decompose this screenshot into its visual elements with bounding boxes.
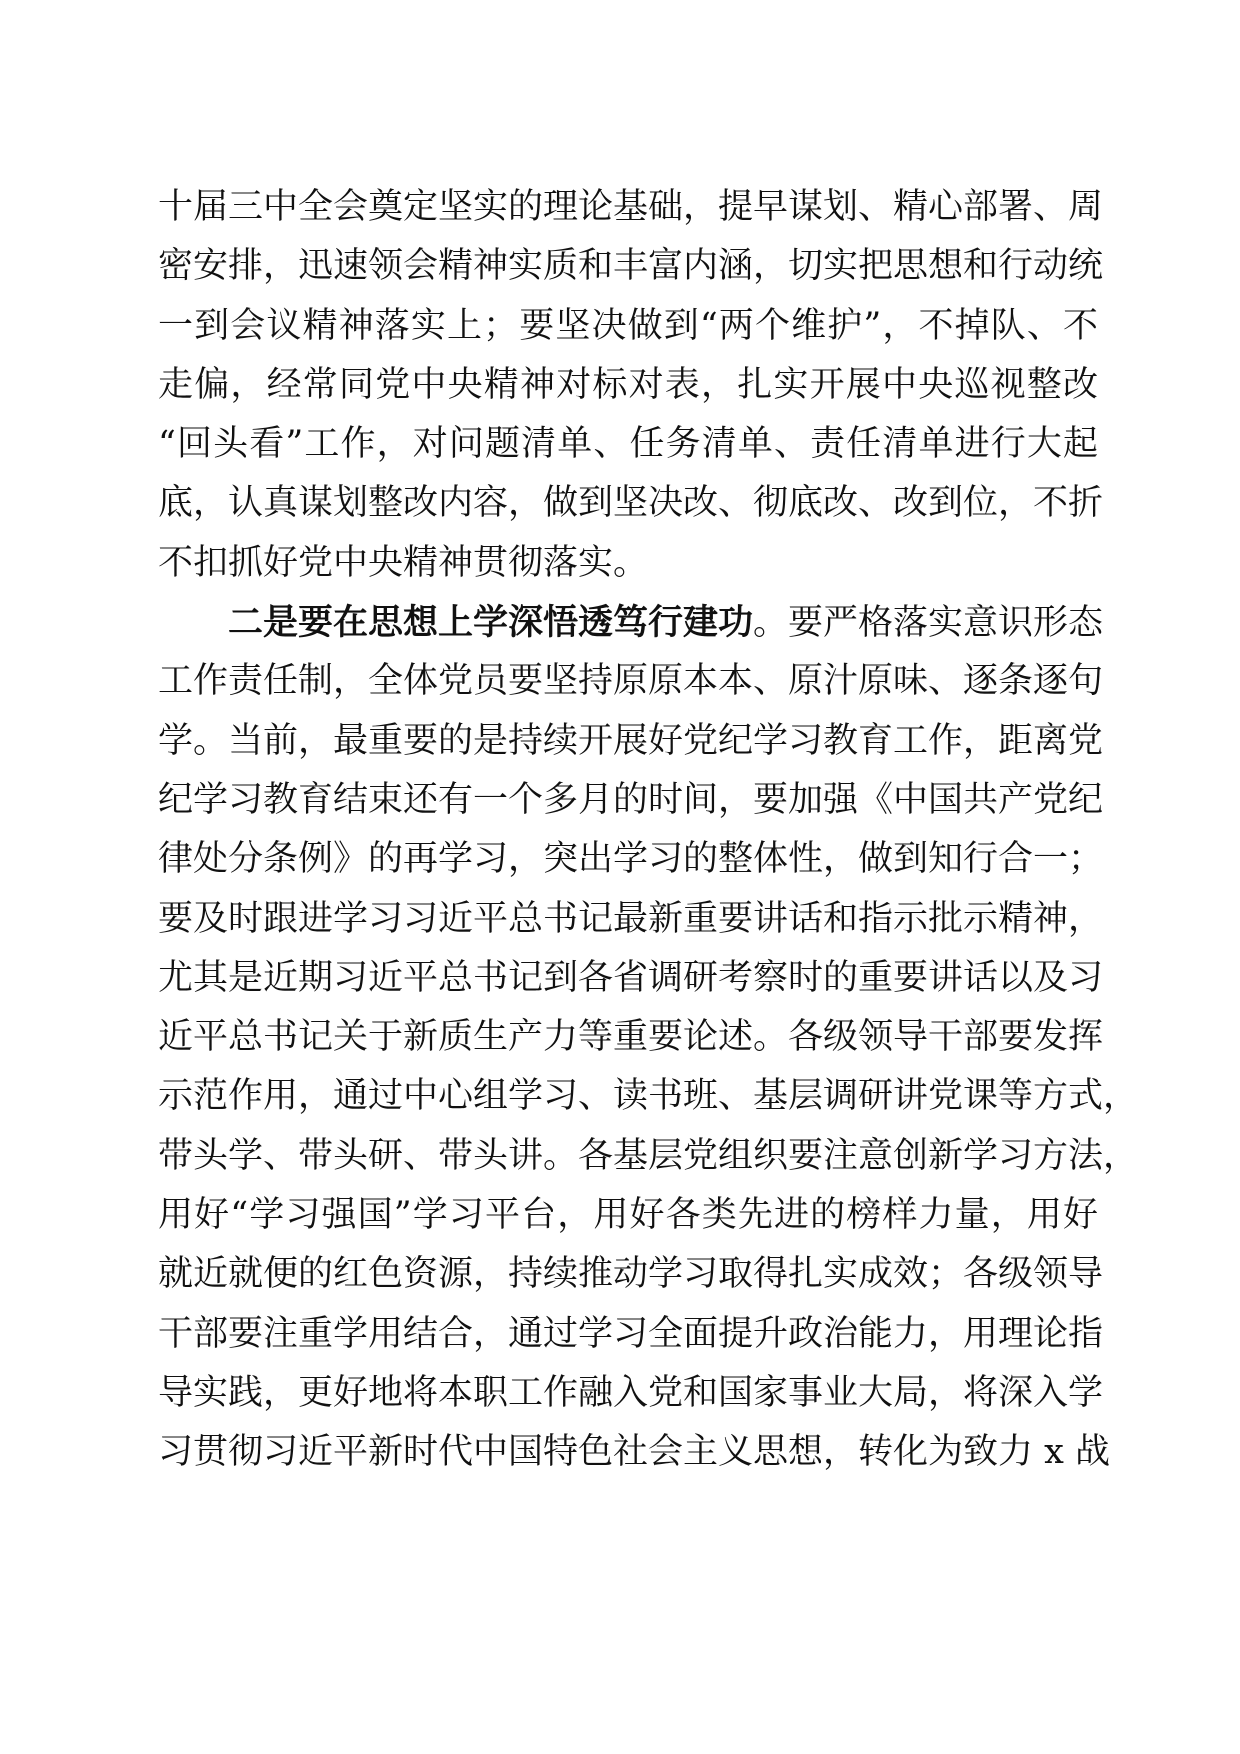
paragraph-line: 走偏，经常同党中央精神对标对表，扎实开展中央巡视整改	[158, 364, 1098, 405]
paragraph-line: 十届三中全会奠定坚实的理论基础，提早谋划、精心部署、周	[158, 187, 1104, 227]
paragraph-line: 干部要注重学用结合，通过学习全面提升政治能力，用理论指	[158, 1313, 1104, 1354]
paragraph-line: 尤其是近期习近平总书记到各省调研考察时的重要讲话以及习	[158, 957, 1104, 998]
paragraph-line: 工作责任制，全体党员要坚持原原本本、原汁原味、逐条逐句	[158, 661, 1104, 702]
paragraph-line: 不扣抓好党中央精神贯彻落实。	[158, 542, 649, 583]
paragraph-line: 导实践，更好地将本职工作融入党和国家事业大局，将深入学	[158, 1372, 1104, 1413]
paragraph-two	[158, 593, 1139, 1482]
paragraph-line: 要及时跟进学习习近平总书记最新重要讲话和指示批示精神，	[158, 898, 1104, 939]
paragraph-line: 近平总书记关于新质生产力等重要论述。各级领导干部要发挥	[158, 1017, 1104, 1058]
document-body	[158, 178, 1139, 1483]
paragraph-line: 底，认真谋划整改内容，做到坚决改、彻底改、改到位，不折	[158, 483, 1104, 524]
paragraph-line: 带头学、带头研、带头讲。各基层党组织要注意创新学习方法，	[158, 1135, 1139, 1176]
paragraph-line: 示范作用，通过中心组学习、读书班、基层调研讲党课等方式，	[158, 1076, 1139, 1117]
paragraph-line: 一到会议精神落实上；要坚决做到“两个维护”，不掉队、不	[158, 305, 1098, 346]
paragraph-line: 律处分条例》的再学习，突出学习的整体性，做到知行合一；	[158, 839, 1104, 880]
paragraph-line: 纪学习教育结束还有一个多月的时间，要加强《中国共产党纪	[158, 779, 1104, 820]
paragraph-line: 习贯彻习近平新时代中国特色社会主义思想，转化为致力 x 战	[158, 1432, 1110, 1473]
paragraph-first-line-text: 。要严格落实意识形态	[753, 603, 1104, 644]
paragraph-line: 密安排，迅速领会精神实质和丰富内涵，切实把思想和行动统	[158, 246, 1104, 287]
paragraph-line: 就近就便的红色资源，持续推动学习取得扎实成效；各级领导	[158, 1254, 1104, 1295]
paragraph-line: 学。当前，最重要的是持续开展好党纪学习教育工作，距离党	[158, 720, 1104, 761]
paragraph-line: 用好“学习强国”学习平台，用好各类先进的榜样力量，用好	[158, 1195, 1098, 1236]
paragraph-first-line	[158, 593, 1104, 652]
paragraph-heading: 二是要在思想上学深悟透笃行建功	[228, 602, 754, 644]
paragraph-continuation	[158, 178, 1104, 593]
paragraph-line: “回头看”工作，对问题清单、任务清单、责任清单进行大起	[158, 424, 1098, 465]
